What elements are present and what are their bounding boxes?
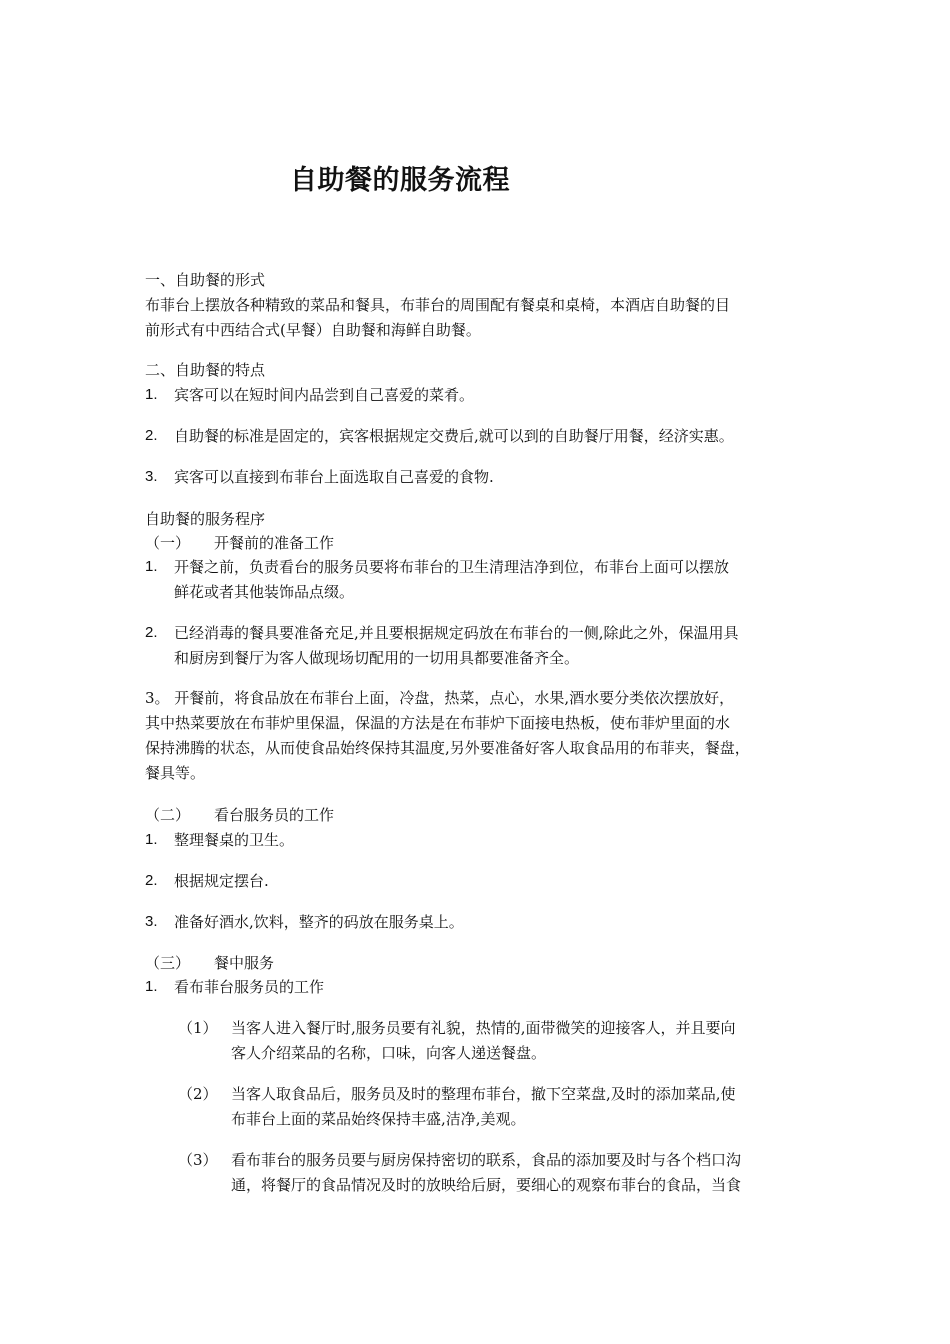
sublist-item-line: 通，将餐厅的食品情况及时的放映给后厨，要细心的观察布菲台的食品，当食 <box>231 1176 742 1194</box>
sublist-item-line: 当客人进入餐厅时,服务员要有礼貌，热情的,面带微笑的迎接客人，并且要向 <box>231 1019 736 1037</box>
sublist-number: （3） <box>178 1151 218 1169</box>
list-number: 3. <box>145 468 158 485</box>
subsection-title: 看台服务员的工作 <box>214 806 335 824</box>
sublist-item-line: 看布菲台的服务员要与厨房保持密切的联系，食品的添加要及时与各个档口沟 <box>231 1151 742 1169</box>
list-item: 宾客可以直接到布菲台上面选取自己喜爱的食物. <box>174 468 494 486</box>
subsection-title: 餐中服务 <box>214 954 275 972</box>
list-number: 1. <box>145 831 158 848</box>
subsection-number: （二） <box>145 806 191 824</box>
paragraph-line: 餐具等。 <box>145 764 206 782</box>
list-item-line: 和厨房到餐厅为客人做现场切配用的一切用具都要准备齐全。 <box>174 649 580 667</box>
list-item-line: 已经消毒的餐具要准备充足,并且要根据规定码放在布菲台的一侧,除此之外，保温用具 <box>174 624 739 642</box>
subsection-number: （三） <box>145 954 191 972</box>
list-item-line: 开餐之前，负责看台的服务员要将布菲台的卫生清理洁净到位，布菲台上面可以摆放 <box>174 558 730 576</box>
section-heading-features: 二、自助餐的特点 <box>145 361 266 379</box>
list-number: 2. <box>145 872 158 889</box>
paragraph-line: 其中热菜要放在布菲炉里保温，保温的方法是在布菲炉下面接电热板，使布菲炉里面的水 <box>145 714 731 732</box>
section-heading-form: 一、自助餐的形式 <box>145 271 266 289</box>
section-heading-procedure: 自助餐的服务程序 <box>145 510 266 528</box>
paragraph-line: 前形式有中西结合式(早餐）自助餐和海鲜自助餐。 <box>145 321 481 339</box>
subsection-number: （一） <box>145 534 191 552</box>
list-item-line: 鲜花或者其他装饰品点缀。 <box>174 583 355 601</box>
list-item: 准备好酒水,饮料，整齐的码放在服务桌上。 <box>174 913 464 931</box>
sublist-number: （2） <box>178 1085 218 1103</box>
sublist-number: （1） <box>178 1019 218 1037</box>
list-number: 3. <box>145 913 158 930</box>
list-number: 1. <box>145 558 158 575</box>
list-item: 自助餐的标准是固定的，宾客根据规定交费后,就可以到的自助餐厅用餐，经济实惠。 <box>174 427 734 445</box>
sublist-item-line: 当客人取食品后，服务员及时的整理布菲台，撤下空菜盘,及时的添加菜品,使 <box>231 1085 736 1103</box>
list-item: 看布菲台服务员的工作 <box>174 978 325 996</box>
paragraph-line: 保持沸腾的状态，从而使食品始终保持其温度,另外要准备好客人取食品用的布菲夹，餐盘， <box>145 739 750 757</box>
sublist-item-line: 客人介绍菜品的名称，口味，向客人递送餐盘。 <box>231 1044 547 1062</box>
list-number: 1. <box>145 386 158 403</box>
list-number: 2. <box>145 427 158 444</box>
subsection-title: 开餐前的准备工作 <box>214 534 335 552</box>
paragraph-line: 3。 开餐前，将食品放在布菲台上面，冷盘，热菜，点心，水果,酒水要分类依次摆放好， <box>145 689 735 707</box>
paragraph-line: 布菲台上摆放各种精致的菜品和餐具，布菲台的周围配有餐桌和桌椅，本酒店自助餐的目 <box>145 296 731 314</box>
document-title: 自助餐的服务流程 <box>290 165 510 196</box>
list-item: 根据规定摆台. <box>174 872 269 890</box>
list-number: 1. <box>145 978 158 995</box>
list-number: 2. <box>145 624 158 641</box>
sublist-item-line: 布菲台上面的菜品始终保持丰盛,洁净,美观。 <box>231 1110 526 1128</box>
list-item: 宾客可以在短时间内品尝到自己喜爱的菜肴。 <box>174 386 475 404</box>
list-item: 整理餐桌的卫生。 <box>174 831 295 849</box>
